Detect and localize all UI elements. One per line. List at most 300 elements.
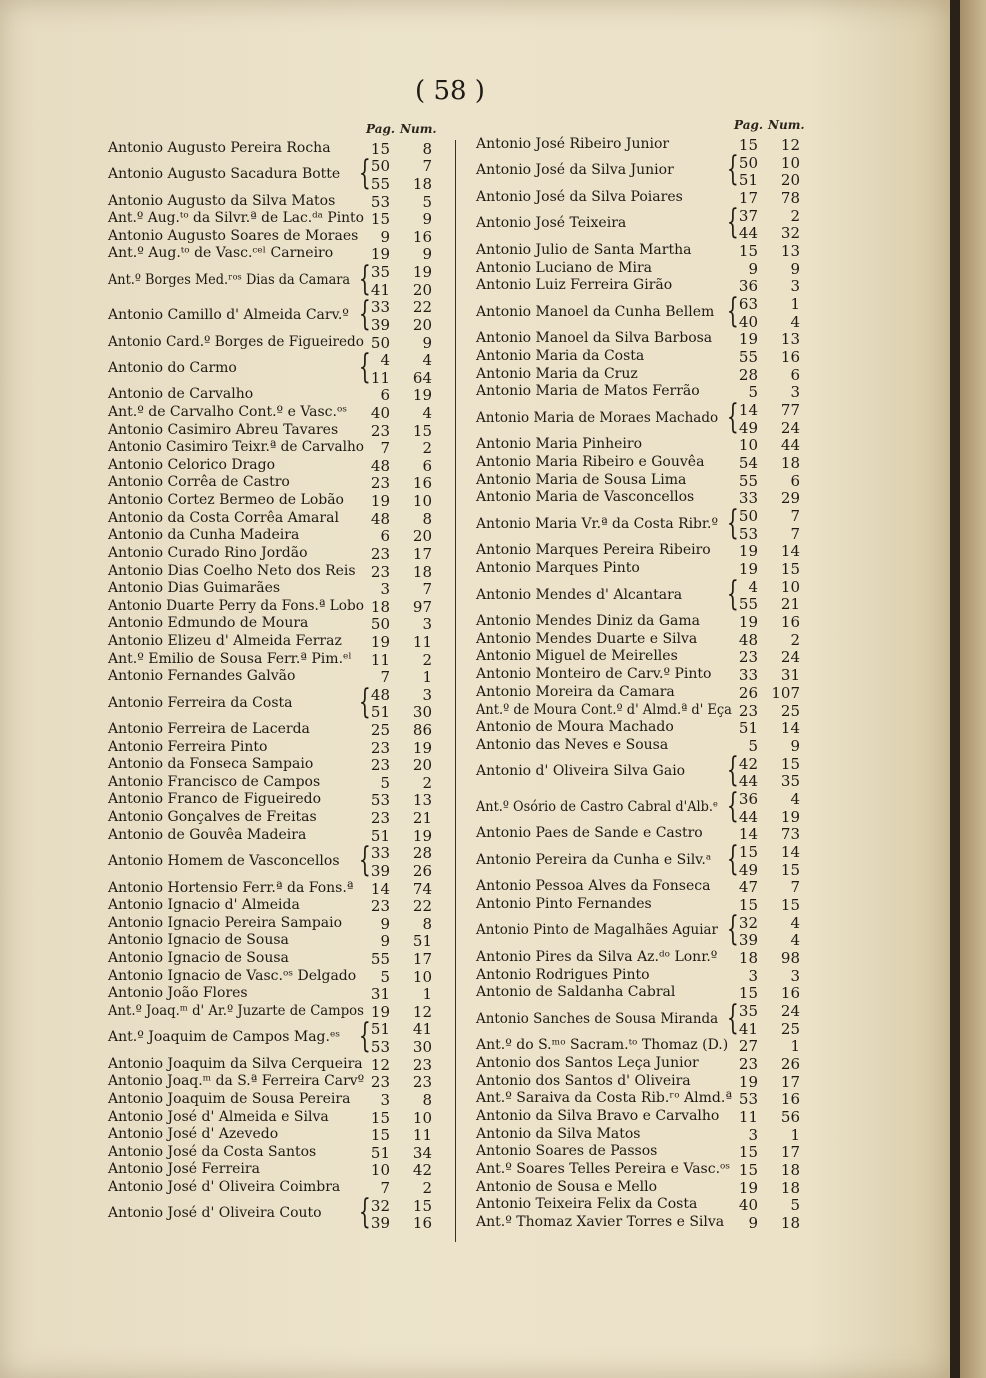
page-ref: 33 [370,298,390,317]
brace-mark: { [358,294,371,335]
index-entry [108,475,442,493]
entry-name: Antonio Casimiro Teixr.ª de Carvalho [108,439,365,456]
entry-name: Antonio Camillo d' Almeida Carv.º [108,307,349,324]
entry-name: Antonio Pinto Fernandes [476,895,652,912]
number-ref: 3 [790,966,800,985]
page-ref: 3 [380,1090,390,1109]
number-ref: 5 [422,192,432,211]
entry-name: Antonio Augusto Soares de Moraes [108,227,359,244]
page-ref: 39 [738,931,758,950]
number-ref: 16 [780,984,800,1003]
page-ref: 10 [370,1161,390,1180]
index-entry [476,785,810,826]
page-ref: 51 [370,1143,390,1162]
entry-name: Antonio Ignacio Pereira Sampaio [108,914,343,931]
page-ref: 19 [370,632,390,651]
index-entry [476,242,810,260]
entry-name: Antonio Maria de Vasconcellos [476,489,695,506]
entry-name: Antonio Marques Pereira Ribeiro [476,542,711,559]
index-entry [108,950,442,968]
page-ref: 55 [738,595,758,614]
entry-name: Antonio Casimiro Abreu Tavares [108,421,339,438]
page-ref: 39 [370,1214,390,1233]
brace-mark: { [726,396,739,437]
entry-name: Antonio Ignacio d' Almeida [108,897,300,914]
page-ref: 55 [370,950,390,968]
page-ref: 48 [370,685,390,704]
entry-name: Antonio Celorico Drago [108,456,276,473]
index-entry [476,1038,810,1056]
entry-name: Antonio de Saldanha Cabral [476,984,676,1001]
number-ref: 26 [780,1055,800,1074]
number-ref: 15 [412,1196,432,1215]
entry-name: Antonio Maria Pinheiro [476,436,643,453]
index-entry [108,1144,442,1162]
entry-name: Ant.º Aug.ᵗᵒ de Vasc.ᶜᵉˡ Carneiro [108,245,334,262]
brace-mark: { [358,840,371,881]
number-ref: 19 [412,386,432,405]
index-entry [108,153,442,194]
entry-name: Antonio Card.º Borges de Figueiredo [108,333,364,350]
index-entry [476,472,810,490]
number-ref: 86 [412,721,432,740]
index-entry [108,1192,442,1233]
page-ref: 14 [738,401,758,419]
index-entry [476,1161,810,1179]
number-ref: 18 [412,175,432,194]
number-ref: 1 [422,985,432,1004]
entry-name: Antonio Elizeu d' Almeida Ferraz [108,632,342,649]
entry-name: Antonio Ignacio de Vasc.ᵒˢ Delgado [108,967,357,984]
page-ref: 6 [380,527,390,546]
number-ref: 14 [780,542,800,561]
index-entry [476,684,810,702]
column-header-num: Num. [400,122,437,136]
page-ref: 23 [738,701,758,720]
index-entry [476,543,810,561]
index-entry [108,563,442,581]
entry-name: Antonio Fernandes Galvão [108,668,296,685]
page-ref: 50 [738,153,758,172]
number-ref: 2 [422,773,432,792]
page-ref: 27 [738,1037,758,1056]
index-entry [108,1162,442,1180]
index-entry [108,140,442,158]
number-ref: 9 [790,736,800,755]
page-ref: 23 [738,1055,758,1074]
entry-name: Antonio Edmundo de Moura [108,615,309,632]
page-ref: 15 [738,1143,758,1162]
index-entry [476,997,810,1038]
page-ref: 41 [738,1019,758,1038]
page-ref: 23 [370,1073,390,1092]
page-ref: 9 [380,227,390,246]
number-ref: 30 [412,703,432,722]
entry-name: Antonio da Silva Bravo e Carvalho [476,1108,720,1125]
number-ref: 64 [412,368,432,387]
page-ref: 15 [738,842,758,861]
entry-name: Antonio Monteiro de Carv.º Pinto [476,666,712,683]
number-ref: 28 [412,844,432,863]
entry-name: Antonio João Flores [108,985,248,1002]
entry-name: Antonio Pinto de Magalhães Aguiar [476,922,718,939]
number-ref: 13 [412,791,432,810]
number-ref: 19 [412,738,432,757]
index-entry [108,258,442,299]
entry-name: Antonio Maria Vr.ª da Costa Ribr.º [476,515,718,532]
entry-name: Antonio da Fonseca Sampaio [108,756,314,773]
index-entry [476,631,810,649]
entry-name: Antonio Ignacio de Sousa [108,950,289,966]
entry-name: Antonio Maria de Sousa Lima [476,471,687,488]
entry-name: Antonio Augusto Pereira Rocha [108,139,331,156]
page-ref: 23 [370,474,390,493]
page-ref: 63 [738,294,758,313]
entry-name: Antonio Corrêa de Castro [108,474,290,491]
page-ref: 53 [738,1090,758,1109]
entry-name: Antonio Homem de Vasconcellos [108,853,340,870]
page-ref: 48 [370,456,390,475]
page-ref: 11 [370,368,390,387]
number-ref: 9 [422,245,432,264]
number-ref: 41 [412,1020,432,1039]
page-ref: 40 [738,1196,758,1215]
number-ref: 16 [412,1214,432,1233]
entry-name: Ant.º de Carvalho Cont.º e Vasc.ᵒˢ [108,404,348,420]
index-entry [108,774,442,792]
page-ref: 50 [370,333,390,352]
brace-mark: { [358,258,371,299]
index-entry [108,633,442,651]
number-ref: 18 [780,1161,800,1180]
index-entry [476,719,810,737]
page-ref: 51 [738,719,758,738]
page-ref: 44 [738,807,758,826]
page-ref: 50 [370,157,390,176]
column-header-pag: Pag. [366,122,396,136]
number-ref: 4 [790,913,800,932]
number-ref: 6 [790,471,800,490]
number-ref: 97 [412,597,432,616]
entry-name: Antonio Augusto Sacadura Botte [108,166,341,183]
index-entry [108,840,442,881]
index-entry [476,666,810,684]
number-ref: 22 [412,897,432,916]
entry-name: Antonio Pessoa Alves da Fonseca [476,878,711,895]
entry-name: Antonio Teixeira Felix da Costa [476,1196,698,1213]
number-ref: 10 [412,492,432,511]
number-ref: 20 [412,756,432,775]
brace-mark: { [358,1016,371,1057]
index-entry [108,1073,442,1091]
index-entry [108,246,442,264]
entry-name: Antonio Mendes Duarte e Silva [476,630,698,647]
number-ref: 4 [422,351,432,370]
page-ref: 4 [748,577,758,596]
page-ref: 23 [370,756,390,775]
number-ref: 24 [780,1002,800,1021]
number-ref: 18 [412,562,432,581]
entry-name: Antonio Miguel de Meirelles [476,648,678,665]
index-entry [476,330,810,348]
page-ref: 15 [738,241,758,260]
page-ref: 12 [370,1055,390,1074]
entry-name: Antonio Julio de Santa Martha [476,241,692,258]
index-entry [108,1179,442,1197]
index-entry [108,580,442,598]
page-ref: 32 [370,1196,390,1215]
number-ref: 17 [412,950,432,968]
page-ref: 39 [370,861,390,880]
number-ref: 16 [780,1090,800,1109]
number-ref: 2 [790,630,800,649]
number-ref: 20 [412,280,432,299]
index-entry [108,756,442,774]
page-ref: 5 [748,736,758,755]
index-entry [476,383,810,401]
page-ref: 15 [370,210,390,229]
page-ref: 3 [748,1125,758,1144]
number-ref: 56 [780,1108,800,1127]
entry-name: Antonio dos Santos Leça Junior [476,1055,699,1072]
index-entry [108,985,442,1003]
number-ref: 9 [790,259,800,278]
page-ref: 41 [370,280,390,299]
entry-name: Antonio Curado Rino Jordão [108,544,308,561]
entry-name: Antonio do Carmo [108,359,237,376]
index-entry [108,510,442,528]
page-ref: 32 [738,913,758,932]
entry-name: Antonio Dias Guimarães [108,580,281,597]
entry-name: Antonio de Carvalho [108,386,254,403]
column-header-num: Num. [768,118,805,132]
number-ref: 25 [780,1019,800,1038]
entry-name: Antonio Maria da Cruz [476,365,638,382]
column-divider [455,140,456,1242]
number-ref: 98 [780,949,800,967]
entry-name: Antonio Moreira da Camara [476,683,675,700]
index-entry [108,439,442,457]
entry-name: Antonio José Ribeiro Junior [476,135,670,152]
number-ref: 16 [780,613,800,632]
index-entry [476,290,810,331]
page-ref: 53 [738,524,758,543]
number-ref: 4 [790,931,800,950]
page-ref: 55 [738,347,758,366]
index-entry [108,809,442,827]
page-ref: 15 [738,1161,758,1180]
number-ref: 8 [422,509,432,528]
number-ref: 15 [780,895,800,914]
index-entry [476,149,810,190]
index-entry [476,1091,810,1109]
index-entry [108,1126,442,1144]
page-ref: 33 [370,844,390,863]
entry-name: Antonio José Ferreira [108,1161,260,1178]
entry-name: Antonio Rodrigues Pinto [476,966,650,983]
entry-name: Antonio Maria de Matos Ferrão [476,383,700,400]
number-ref: 14 [780,719,800,738]
brace-mark: { [726,202,739,243]
entry-name: Antonio Cortez Bermeo de Lobão [108,492,344,509]
index-entry [108,915,442,933]
page-ref: 26 [738,683,758,702]
page-ref: 3 [748,966,758,985]
entry-name: Antonio Marques Pinto [476,560,640,577]
brace-mark: { [726,838,739,879]
number-ref: 7 [790,507,800,526]
index-entry [476,260,810,278]
number-ref: 20 [780,171,800,190]
entry-name: Antonio Mendes Diniz da Gama [476,613,701,630]
number-ref: 30 [412,1038,432,1057]
page-ref: 42 [738,754,758,773]
index-entry [108,527,442,545]
index-entry [108,387,442,405]
page-ref: 3 [380,580,390,599]
number-ref: 44 [780,436,800,455]
page-ref: 55 [370,175,390,194]
index-entry [108,346,442,387]
number-ref: 16 [412,474,432,493]
number-ref: 1 [790,1037,800,1056]
page-ref: 28 [738,365,758,384]
index-entry [108,792,442,810]
page-ref: 19 [370,492,390,511]
number-ref: 6 [422,456,432,475]
entry-name: Antonio Maria da Costa [476,347,645,364]
index-entry [476,560,810,578]
number-ref: 10 [780,153,800,172]
entry-name: Antonio Manoel da Cunha Bellem [476,303,715,320]
index-entry [108,422,442,440]
brace-mark: { [726,997,739,1038]
index-entry [108,598,442,616]
number-ref: 32 [780,224,800,243]
entry-name: Antonio Franco de Figueiredo [108,791,322,808]
page-ref: 15 [738,984,758,1003]
number-ref: 7 [422,157,432,176]
entry-name: Antonio Ferreira Pinto [108,738,268,755]
entry-name: Antonio de Moura Machado [476,719,674,736]
number-ref: 1 [790,294,800,313]
entry-name: Antonio Ferreira de Lacerda [108,721,310,738]
entry-name: Ant.º Thomaz Xavier Torres e Silva [476,1214,725,1231]
number-ref: 16 [412,227,432,246]
brace-mark: { [726,750,739,791]
page-ref: 15 [370,1108,390,1127]
index-entry [476,189,810,207]
entry-name: Antonio Luciano de Mira [476,259,652,276]
page-ref: 49 [738,860,758,879]
brace-mark: { [358,1192,371,1233]
entry-name: Ant.º Saraiva da Costa Rib.ʳᵒ Almd.ª [476,1090,732,1107]
index-entry [476,613,810,631]
entry-name: Antonio Pereira da Cunha e Silv.ᵃ [476,851,712,868]
entry-name: Antonio Augusto da Silva Matos [108,192,336,209]
number-ref: 23 [412,1073,432,1092]
index-entry [108,668,442,686]
number-ref: 19 [412,263,432,282]
number-ref: 12 [412,1002,432,1021]
page-ref: 7 [380,668,390,687]
index-entry [108,545,442,563]
page-ref: 33 [738,666,758,685]
page-ref: 18 [738,949,758,967]
index-entry [108,721,442,739]
entry-name: Antonio Gonçalves de Freitas [108,809,317,826]
number-ref: 18 [780,1214,800,1233]
page-ref: 35 [738,1002,758,1021]
page-ref: 19 [738,1178,758,1197]
brace-mark: { [726,785,739,826]
index-entry [108,404,442,422]
number-ref: 4 [790,312,800,331]
entry-name: Antonio José d' Azevedo [108,1126,279,1143]
entry-name: Antonio Hortensio Ferr.ª da Fons.ª [108,879,354,896]
number-ref: 20 [412,315,432,334]
page-ref: 15 [738,135,758,154]
number-ref: 20 [412,527,432,546]
entry-name: Antonio José d' Oliveira Coimbra [108,1178,341,1195]
entry-name: Antonio de Sousa e Mello [476,1178,658,1195]
index-entry [108,968,442,986]
index-entry [108,1056,442,1074]
entry-name: Antonio Manoel da Silva Barbosa [476,330,713,347]
entry-name: Antonio das Neves e Sousa [476,736,669,753]
page-ref: 10 [738,436,758,455]
entry-name: Antonio da Costa Corrêa Amaral [108,509,339,526]
page-ref: 19 [738,560,758,579]
entry-name: Antonio dos Santos d' Oliveira [476,1072,691,1089]
entry-name: Ant.º Soares Telles Pereira e Vasc.ᵒˢ [476,1161,731,1178]
page-ref: 50 [370,615,390,634]
entry-name: Antonio Maria de Moraes Machado [476,409,719,426]
number-ref: 2 [422,650,432,669]
number-ref: 9 [422,210,432,229]
number-ref: 15 [780,860,800,879]
page-ref: 53 [370,1038,390,1057]
page-ref: 44 [738,224,758,243]
entry-name: Ant.º do S.ᵐᵒ Sacram.ᵗᵒ Thomaz (D.) [476,1037,729,1054]
page-ref: 54 [738,454,758,473]
entry-name: Ant.º Osório de Castro Cabral d'Alb.ᵉ [476,798,718,815]
page-ref: 48 [738,630,758,649]
page-ref: 19 [738,613,758,632]
page-ref: 17 [738,188,758,207]
brace-mark: { [726,573,739,614]
index-entry [476,1055,810,1073]
number-ref: 23 [412,1055,432,1074]
number-ref: 14 [780,842,800,861]
index-entry [108,651,442,669]
page-ref: 35 [370,263,390,282]
page-ref: 19 [738,542,758,561]
brace-mark: { [358,153,371,194]
page-ref: 36 [738,277,758,296]
entry-name: Antonio Soares de Passos [476,1143,658,1160]
number-ref: 13 [780,241,800,260]
page-ref: 7 [380,1178,390,1197]
index-entry [108,1091,442,1109]
entry-name: Ant.º Joaquim de Campos Mag.ᵉˢ [108,1029,341,1046]
index-entry [476,1144,810,1162]
index-entry [108,1016,442,1057]
index-entry [476,909,810,950]
number-ref: 19 [412,826,432,845]
page-ref: 47 [738,878,758,897]
number-ref: 3 [422,685,432,704]
